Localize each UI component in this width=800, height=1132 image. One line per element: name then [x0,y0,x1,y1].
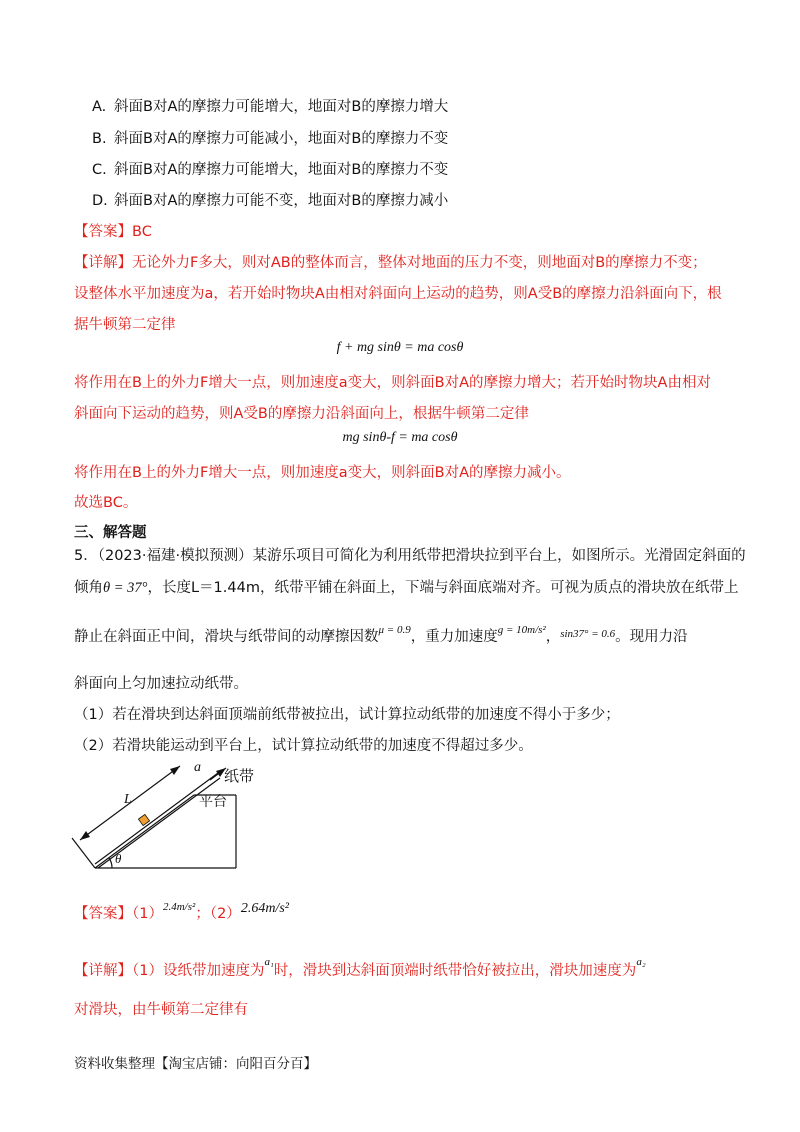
answer-2: 【答案】$(1)^{2.4m/s^2}$；（2）2.64m/s² [74,901,289,922]
label-tape: 纸带 [224,767,255,785]
detail-1-line-3: 据牛顿第二定律 [74,317,176,333]
detail-1-line-4: 将作用在B上的外力F增大一点，则加速度a变大，则斜面B对A的摩擦力增大；若开始时物块A由相对 [74,375,711,391]
label-theta: θ [115,851,122,866]
footer-note: 资料收集整理【淘宝店铺：向阳百分百】 [74,1056,317,1072]
problem-line-1: 5．（2023·福建·模拟预测）某游乐项目可简化为利用纸带把滑块拉到平台上，如图所示。光滑固定斜面的 [74,548,746,564]
equation-2: mg sinθ-f = ma cosθ [342,430,458,445]
question-1: （1）若在滑块到达斜面顶端前纸带被拉出，试计算拉动纸带的加速度不得小于多少； [74,707,620,723]
option-b: B. 斜面B对A的摩擦力可能减小，地面对B的摩擦力不变 [92,131,449,147]
slider-block [138,814,149,825]
label-platform: 平台 [199,794,227,810]
detail-2-line-2: 对滑块，由牛顿第二定律有 [74,1002,248,1018]
equation-1: f + mg sinθ = ma cosθ [336,340,464,355]
detail-1-line-6: 将作用在B上的外力F增大一点，则加速度a变大，则斜面B对A的摩擦力减小。 [74,465,571,481]
detail-1-line-1: 【详解】无论外力F多大，则对AB的整体而言，整体对地面的压力不变，则地面对B的摩擦力不变； [74,255,707,271]
detail-2-line-1: 【详解】（1）设纸带加速度为$^{a_1}$时，滑块到达斜面顶端时纸带恰好被拉出，滑块加速度为$^{a_2}$ [74,956,646,979]
option-d: D. 斜面B对A的摩擦力可能不变，地面对B的摩擦力减小 [92,193,449,209]
label-a: a [194,760,201,775]
detail-1-line-5: 斜面向下运动的趋势，则A受B的摩擦力沿斜面向上，根据牛顿第二定律 [74,406,529,422]
incline-line [95,795,194,868]
question-2: （2）若滑块能运动到平台上，试计算拉动纸带的加速度不得超过多少。 [74,738,533,754]
section-title: 三、解答题 [74,525,147,541]
detail-1-line-2: 设整体水平加速度为a，若开始时物块A由相对斜面向上运动的趋势，则A受B的摩擦力沿斜面向下，根 [74,286,722,302]
arrow-head-bottom [80,831,90,840]
option-c: C. 斜面B对A的摩擦力可能增大，地面对B的摩擦力不变 [92,162,449,178]
problem-line-4: 斜面向上匀加速拉动纸带。 [74,676,248,692]
problem-line-2: 倾角θ = 37°，长度L＝1.44m，纸带平铺在斜面上，下端与斜面底端对齐。可视为质点的滑块放在纸带上 [74,580,739,596]
paper-tape [95,773,218,864]
answer-1: 【答案】BC [74,224,152,240]
label-L: L [124,792,132,807]
option-a: A. 斜面B对A的摩擦力可能增大，地面对B的摩擦力增大 [92,99,449,115]
angle-arc [109,858,112,868]
arrow-head-top [170,766,180,775]
problem-line-3: 静止在斜面正中间，滑块与纸带间的动摩擦因数$^{\mu = 0.9}$，重力加速度$^{g = 10m/s^2}$，$^{sin37^\circ = 0.6}$。现用力沿 [74,624,688,645]
incline-end [72,838,95,868]
incline-figure [60,758,310,878]
detail-1-line-7: 故选BC。 [74,495,138,511]
